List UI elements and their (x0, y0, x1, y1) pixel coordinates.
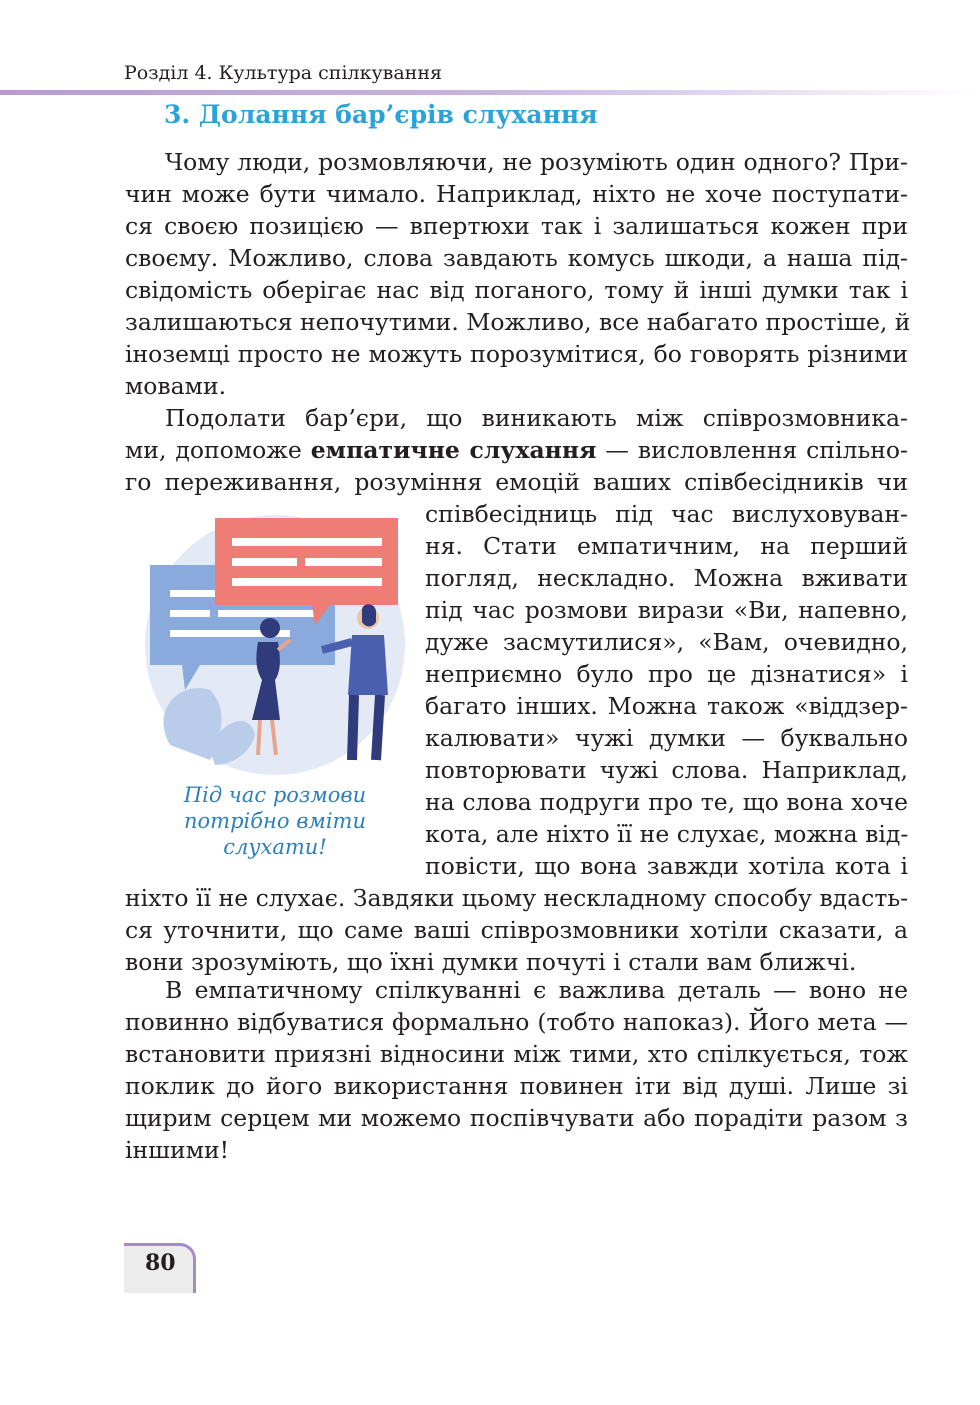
text-line: повісти, що вона завжди хотіла кота і (425, 852, 908, 880)
text-line: чин може бути чимало. Наприклад, ніхто не хоче поступати- (125, 180, 908, 208)
text-line: щирим серцем ми можемо поспівчувати або порадіти разом з (125, 1104, 908, 1132)
text-line: свідомість оберігає нас від поганого, тому й інші думки так і (125, 276, 908, 304)
text-line: калювати» чужі думки — буквально (425, 724, 908, 752)
text-line: кота, але ніхто її не слухає, можна від- (425, 820, 909, 848)
text-line: поклик до його використання повинен іти від душі. Лише зі (125, 1072, 908, 1100)
key-term: емпатичне слухання (310, 436, 597, 464)
running-head: Розділ 4. Культура спілкування (124, 62, 442, 84)
wrapped-text (425, 498, 908, 882)
text-line: погляд, нескладно. Можна вживати (425, 564, 908, 592)
text-line (125, 434, 908, 466)
figure-caption (150, 782, 400, 860)
header-rule (0, 90, 980, 95)
text-line: багато інших. Можна також «віддзер- (425, 692, 908, 720)
text-line: повинно відбуватися формально (тобто напоказ). Його мета — (125, 1008, 908, 1036)
text-line: вони зрозуміють, що їхні думки почуті і стали вам ближчі. (125, 948, 857, 976)
caption-line: Під час розмови (183, 783, 367, 807)
text-line: на слова подруги про те, що вона хоче (425, 788, 908, 816)
text-line: співбесідниць під час вислуховуван- (425, 500, 908, 528)
paragraph-3 (125, 974, 908, 1166)
text-line: неприємно було про це дізнатися» і (425, 660, 908, 688)
caption-line: потрібно вміти (184, 809, 366, 833)
paragraph-1 (125, 146, 911, 402)
paragraph-2-end (125, 882, 908, 978)
text-line: іноземці просто не можуть порозумітися, бо говорять різними (125, 340, 908, 368)
paragraph-2 (125, 402, 908, 498)
caption-line: слухати! (223, 835, 327, 859)
text-line: повторювати чужі слова. Наприклад, (425, 756, 908, 784)
text-line: своєму. Можливо, слова завдають комусь шкоди, а наша під- (125, 244, 908, 272)
text-line: іншими! (125, 1136, 230, 1164)
text-line: го переживання, розуміння емоцій ваших співбесідників чи (125, 468, 908, 496)
text-fragment: — висловлення спільно- (596, 436, 908, 464)
text-line: під час розмови вирази «Ви, напевно, (425, 596, 908, 624)
conversation-illustration (140, 510, 410, 780)
text-line: ся своєю позицією — впертюхи так і залишаться кожен при (125, 212, 908, 240)
page-number: 80 (145, 1250, 176, 1276)
text-line: Чому люди, розмовляючи, не розуміють один одного? При- (165, 148, 908, 176)
text-line: ся уточнити, що саме ваші співрозмовники хотіли сказати, а (125, 916, 908, 944)
text-line: Подолати бар’єри, що виникають між співрозмовника- (165, 404, 908, 432)
man-figure (348, 635, 388, 695)
text-line: мовами. (125, 372, 227, 400)
section-title: 3. Долання бар’єрів слухання (164, 100, 598, 129)
text-line: ніхто її не слухає. Завдяки цьому нескладному способу вдасть- (125, 884, 909, 912)
text-line: встановити приязні відносини між тими, хто спілкується, тож (125, 1040, 908, 1068)
text-line: дуже засмутилися», «Вам, очевидно, (425, 628, 908, 656)
text-line: ня. Стати емпатичним, на перший (425, 532, 908, 560)
text-line: В емпатичному спілкуванні є важлива деталь — воно не (165, 976, 908, 1004)
text-line: залишаються непочутими. Можливо, все набагато простіше, й (125, 308, 911, 336)
text-fragment: ми, допоможе (125, 436, 311, 464)
woman-head (260, 618, 280, 638)
